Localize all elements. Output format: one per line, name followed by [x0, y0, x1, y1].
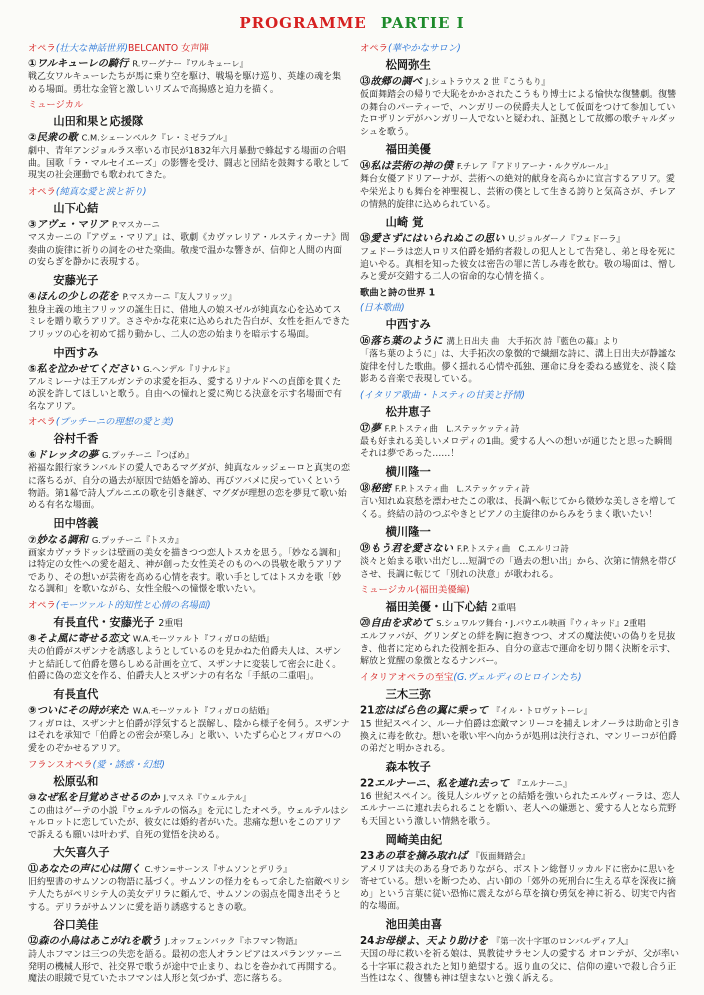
title-programme: PROGRAMME	[239, 14, 367, 32]
song-number: ⑧	[28, 632, 37, 645]
song-composer: W.A.モーツァルト『フィガロの結婚』	[132, 634, 274, 645]
song-number: ⑨	[28, 704, 37, 717]
performer-name	[386, 686, 682, 704]
song-composer: F.チレア『アドリアーナ・ルクヴルール』	[456, 162, 613, 173]
song-composer: F.P.トスティ曲 C.エルリコ詩	[456, 544, 569, 555]
song-number: ⑳	[360, 617, 371, 630]
performer: 三木三弥	[385, 687, 431, 701]
section-heading	[28, 99, 350, 112]
song-composer: F.P.トスティ曲 L.ステッケッティ詩	[384, 424, 520, 435]
song-composer: J.シュトラウス 2 世『こうもり』	[425, 77, 550, 88]
song-entry	[360, 849, 682, 864]
performer: 福田美優	[385, 142, 431, 157]
song-title: 民衆の歌	[36, 132, 78, 144]
song-composer: W.A.モーツァルト『フィガロの結婚』	[132, 706, 274, 717]
song-composer: 溝上日出夫 曲 大手拓次 詩『藍色の蟇』より	[446, 336, 620, 347]
song-entry	[28, 704, 350, 719]
song-description: 天国の母に救いを祈る娘は、異教徒サラセン人の愛する オロンテが、父が率いる十字軍に殺されたと知り絶望する。返り血の父に、信仰の違いで殺し合う正当性はなく、復讐も神は望まないと強く訴える。	[360, 948, 680, 985]
song-composer: P.マスカーニ	[111, 220, 160, 231]
section-theme: (純真な愛と涙と祈り)	[55, 186, 147, 198]
song-composer: R.ワーグナー『ワルキューレ』	[132, 59, 248, 70]
performer: 山崎 覚	[385, 215, 424, 229]
song-number: ②	[28, 132, 37, 144]
song-entry	[360, 542, 682, 557]
song-entry	[360, 232, 682, 247]
performer-name	[386, 57, 682, 75]
section-genre: 歌曲と詩の世界 1	[360, 287, 436, 299]
song-description: アルミレーナは王アルガンテの求愛を拒み、愛するリナルドへの貞節を貫くため涙を許してほしいと歌う。自由への憧れと愛に殉じる決意を示す名場面で有名なアリア。	[28, 376, 342, 412]
song-number: ⑭	[360, 160, 371, 173]
section-heading	[28, 416, 350, 429]
section-theme: (華やかなサロン)	[388, 42, 461, 54]
performer-name	[386, 599, 682, 617]
song-number: ⑯	[360, 334, 371, 347]
song-composer: 『イル・トロヴァトーレ』	[491, 706, 592, 717]
song-entry	[28, 935, 350, 950]
song-number: ⑤	[28, 362, 37, 375]
song-entry	[28, 362, 350, 377]
section-theme: (日本歌曲)	[360, 302, 405, 314]
song-composer: G.ヘンデル『リナルド』	[143, 364, 235, 375]
section-heading	[360, 42, 682, 55]
section-heading	[360, 287, 682, 300]
song-description: 15 世紀スペイン、ルーナ伯爵は恋敵マンリーコを捕えレオノーラは助命と引き換えに毒を飲む。想いを歌い牢へ向かうが処刑は決行され、マンリーコが伯爵の弟だと明かされる。	[360, 718, 681, 755]
section-theme: (壮大な神話世界)	[55, 42, 129, 54]
performer: 中西すみ	[385, 317, 431, 332]
song-entry	[28, 533, 350, 548]
section-theme: (モーツァルト的知性と心情の名場面)	[55, 600, 211, 612]
song-composer: C.サン=サーンス『サムソンとデリラ』	[144, 865, 292, 876]
performer: 岡崎美由紀	[385, 832, 443, 847]
song-entry	[360, 74, 682, 89]
song-title: なぜ私を目覚めさせるのか	[36, 791, 160, 804]
song-number: 23	[360, 849, 375, 862]
performer: 大矢喜久子	[53, 845, 110, 860]
song-title: 愛さずにはいられぬこの思い	[370, 232, 505, 245]
performer: 山田和果と応援隊	[53, 114, 144, 129]
song-entry	[28, 632, 350, 647]
song-description: 旧約聖書のサムソンの物語に基づく。サムソンの怪力をもって余した宿敵ペリシテ人たちがペリシテ人の美女デリラに頼んで、サムソンの弱点を聞き出そうとする。デリラがサムソンに愛を語り誘惑するときの歌。	[28, 877, 350, 913]
song-number: 24	[360, 934, 375, 947]
song-number: ④	[28, 290, 37, 303]
song-number: 22	[360, 777, 375, 790]
song-entry	[28, 862, 350, 877]
song-title: そよ風に寄せる恋文	[36, 632, 129, 645]
performer-name	[53, 431, 350, 449]
song-title: 私を泣かせてください	[36, 362, 140, 375]
performer-name	[53, 917, 350, 935]
performer-name	[386, 524, 682, 542]
song-title: 落ち葉のように	[370, 334, 443, 347]
song-entry	[360, 617, 682, 632]
performer: 田中啓義	[53, 516, 99, 530]
performer: 有長直代	[53, 687, 99, 701]
song-composer: 『エルナーニ』	[512, 779, 572, 790]
section-genre: オペラ	[28, 417, 56, 428]
song-composer: U.ジョルダーノ『フェドーラ』	[508, 234, 625, 245]
song-description: フェドーラは恋人ロリス伯爵を婚約者殺しの犯人として告発し、弟と母を死に追いやる。真相を知った彼女は密告の罪に苦しみ毒を飲む。敬の場面は、憎しみと愛が交錯する二人の宿命的な心情を描く。	[360, 246, 677, 283]
duet-badge: 2重唱	[158, 618, 183, 629]
song-title: 私は芸術の神の僕	[370, 160, 453, 173]
title-partie: PARTIE I	[380, 14, 465, 32]
song-number: ⑦	[28, 533, 37, 546]
song-composer: F.P.トスティ曲 L.ステッケッティ詩	[394, 484, 530, 495]
performer-name	[386, 831, 682, 849]
song-description: 夫の伯爵がスザンナを誘惑しようとしているのを見かねた伯爵夫人は、スザンナと結託して伯爵を懲らしめる計画を立て、スザンナに変装して密会に赴く。伯爵に偽の恋文を作る、伯爵夫人とスザンナの有名な「手紙の二重唱」。	[28, 646, 342, 682]
section-genre: フランスオペラ	[28, 759, 93, 770]
performer-name	[53, 272, 350, 290]
section-genre: オペラ	[28, 42, 56, 54]
section-heading	[360, 389, 682, 402]
song-number: ⑲	[360, 542, 371, 555]
song-number: ⑬	[360, 75, 371, 88]
song-number: ⑮	[360, 232, 371, 245]
song-description: フィガロは、スザンナと伯爵が浮気すると誤解し、陰から様子を伺う。スザンナはそれを承知で「伯爵との密会が楽しみ」と歌い、いたずら心とフィガロへの愛をのぞかせるアリア。	[28, 718, 350, 754]
song-title: 故郷の調べ	[370, 75, 422, 88]
performer: 池田美由喜	[385, 917, 443, 931]
performer-name	[386, 464, 682, 482]
song-title: あなたの声に心は開く	[38, 863, 141, 876]
section-heading	[28, 42, 350, 55]
song-entry	[360, 934, 682, 949]
song-composer: 『仮面舞踏会』	[471, 851, 530, 862]
song-entry	[360, 159, 682, 174]
song-description: 詩人ホフマンは三つの失恋を語る。最初の恋人オランピアはスパランツァーニ発明の機械人形で、社交界で歌うが途中で止まり、ねじを巻かれて再開する。魔法の眼鏡で見ていたホフマンは人形と気づかず、恋に落ちる。	[28, 949, 342, 985]
song-description: 画家カヴァラドッシは壁画の美女を描きつつ恋人トスカを思う。「妙なる調和」は特定の女性への愛を超え、神が創った女性美そのものへの畏敬を歌うアリアであり、その想いが芸術を高める心情を表す。歌い手としてはトスカを歌「妙なる調和」を歌いながら、女性全般への憧憬を歌いたい。	[28, 547, 346, 596]
song-title: ほんの少しの花を	[36, 290, 119, 303]
song-number: ⑱	[360, 482, 371, 495]
performer-name	[53, 344, 350, 362]
song-description: マスカーニの『アヴェ・マリア』は、歌劇《カヴァレリア・ルスティカーナ》間奏曲の旋律に祈りの詞をのせた楽曲。敬虔で温かな響きが、信仰と人間の内面の安らぎを静かに表現する。	[28, 232, 350, 268]
performer-name	[386, 316, 682, 334]
song-description: 「落ち葉のように」は、大手拓次の象徴的で繊細な詩に、溝上日出夫が静謐な旋律を付した歌曲。儚く揺れる心情や孤独、運命に身を委ねる感覚を、淡く陰影ある音楽で表現している。	[360, 348, 677, 385]
song-composer: J.マスネ『ウェルテル』	[163, 793, 251, 804]
song-number: 21	[360, 704, 375, 717]
performer-name	[386, 214, 682, 232]
song-description: 言い知れぬ哀愁を漂わせたこの歌は、長調へ転じてから微妙な美しさを増してくる。終結の詩のつぶやきとピアノの主旋律のからみをうまく歌いたい！	[360, 496, 677, 520]
song-entry	[360, 334, 682, 349]
song-number: ③	[28, 218, 37, 231]
performer: 松岡弥生	[385, 57, 431, 72]
duet-badge: 2重唱	[491, 602, 516, 614]
performer-name	[53, 773, 350, 791]
performer: 横川隆一	[385, 464, 431, 479]
song-composer: 『第一次十字軍のロンバルディア人』	[491, 936, 633, 947]
song-entry	[28, 57, 350, 72]
song-title: ついにその時が来た	[36, 704, 129, 717]
section-theme: (愛・誘惑・幻想)	[92, 759, 165, 770]
section-theme: (G.ヴェルディのヒロインたち)	[453, 672, 582, 684]
song-number: ⑰	[360, 422, 371, 435]
left-column	[28, 42, 350, 989]
section-genre: オペラ	[28, 600, 56, 612]
section-genre: オペラ	[28, 186, 56, 198]
song-description: 仮面舞踏会の帰りで大恥をかかされたこうもり博士による愉快な復讐劇。復讐の舞台のパーティーで、ハンガリーの侯爵夫人として仮面をつけて参加していたロザリンデがハンガリー人でないと疑われ、証拠として故郷の歌チャルダッシュを歌う。	[360, 89, 677, 138]
section-heading	[28, 185, 350, 198]
song-number: ⑥	[28, 449, 37, 462]
song-title: もう君を愛さない	[370, 542, 453, 555]
performer: 横川隆一	[385, 524, 431, 539]
section-performers: BELCANTO 女声陣	[128, 42, 209, 54]
section-theme: (イタリア歌曲・トスティの甘美と抒情)	[360, 389, 526, 401]
song-title: ワルキューレの騎行	[36, 57, 129, 70]
performer-name	[53, 845, 350, 863]
performer: 谷村千香	[53, 431, 99, 446]
song-entry	[28, 290, 350, 305]
song-composer: G.プッチーニ『つばめ』	[101, 451, 194, 462]
song-description: エルファバが、グリンダとの絆を胸に抱きつつ、オズの魔法使いの偽りを見抜き、他者に定められた役割を拒み、自分の意志で運命を切り開く決断を示す、解放と覚醒の象徴となるナンバー。	[360, 631, 676, 667]
performer: 松井恵子	[385, 404, 431, 419]
song-entry	[28, 131, 350, 146]
song-title: 自由を求めて	[370, 617, 433, 630]
song-title: あの草を摘み取れば	[374, 849, 468, 862]
section-theme: (プッチーニの理想の愛と美)	[55, 417, 174, 428]
song-description: 淡々と始まる歌い出だし…短調での「過去の想い出」から、次第に情熱を帯びさせ、長調に転じて「別れの決意」が歌われる。	[360, 556, 677, 580]
performer: 松原弘和	[53, 773, 99, 788]
performer-name	[386, 759, 682, 777]
song-number: ⑪	[28, 863, 39, 876]
song-entry	[360, 421, 682, 436]
song-description: この曲はゲーテの小説『ウェルテルの悩み』を元にしたオペラ。ウェルテルはシャルロットに恋していたが、彼女には婚約者がいた。悲痛な想いをこのアリアで訴えるも願いは叶わず、自死の覚悟を決める。	[28, 805, 349, 841]
song-composer: C.M.シェーンベルク『レ・ミゼラブル』	[81, 133, 232, 144]
section-genre: イタリアオペラの至宝	[360, 672, 454, 684]
performer-name	[53, 614, 350, 632]
song-number: ⑫	[28, 935, 39, 948]
song-composer: G.プッチーニ『トスカ』	[91, 535, 184, 546]
song-description: 最も好まれる美しいメロディの1曲。愛する人への想いが通じたと思った瞬間 それは夢であった……！	[360, 436, 682, 460]
performer-name	[53, 515, 350, 533]
section-genre: ミュージカル	[28, 99, 84, 111]
performer-name	[386, 916, 682, 934]
performer: 山下心結	[53, 201, 99, 215]
section-heading	[28, 758, 350, 771]
section-performers: (福田美優編)	[415, 585, 470, 596]
song-description: アメリアは夫のある身でありながら、ボストン総督リッカルドに密かに思いを寄せている。想いを断つため、占い師の「郊外の死刑台に生える草を深夜に摘め」という言葉に従い恐怖に震えながら草を摘む勇気を神に祈る、切実で内省的な場面。	[360, 863, 677, 912]
song-title: お母様よ、天より助けを	[374, 934, 488, 947]
song-entry	[360, 481, 682, 496]
section-heading	[360, 584, 682, 597]
song-description: 独身主義の地主フリッツの誕生日に、借地人の娘スゼルが純真な心を込めてスミレを贈り歌うアリア。ささやかな花束に込められた告白が、女性を拒んできたフリッツの心を初めて揺り動かし、二人の恋の始まりを暗示する場面。	[28, 304, 350, 340]
performer-name	[53, 200, 350, 218]
song-entry	[360, 776, 682, 791]
song-entry	[360, 704, 682, 719]
song-description: 裕福な銀行家ランバルドの愛人であるマグダが、純真なルッジェーロと真実の恋に落ちるが、自分の過去が原因で結婚を諦め、再びツバメに戻っていくという物語。第1幕で詩人プルニエの歌を引き継ぎ、マグダが理想の恋を夢見て歌い始める有名な場面。	[28, 463, 350, 511]
song-title: 恋はばら色の翼に乗って	[374, 704, 488, 717]
performer: 森本牧子	[385, 759, 431, 774]
performer: 福田美優・山下心結	[385, 599, 488, 614]
performer: 谷口美佳	[53, 917, 99, 932]
song-entry	[28, 790, 350, 805]
song-title: アヴェ・マリア	[36, 218, 109, 231]
performer-name	[53, 113, 350, 131]
song-title: 妙なる調和	[36, 533, 88, 546]
song-description: 劇中、青年アンジョルラス率いる市民が1832年六月暴動で蜂起する場面の合唱曲。国歌「ラ・マルセイエーズ」の影響を受け、闘志と団結を鼓舞する歌として現実の社会運動でも歌われてきた。	[28, 145, 350, 181]
section-genre: オペラ	[360, 42, 389, 54]
song-number: ①	[28, 57, 37, 70]
song-composer: S.シュワルツ舞台・J.バウエル映画『ウィキッド』2重唱	[436, 619, 646, 630]
performer: 中西すみ	[53, 345, 99, 359]
song-entry	[28, 218, 350, 233]
right-column	[360, 42, 682, 989]
section-genre: ミュージカル	[360, 585, 416, 596]
song-composer: P.マスカーニ『友人フリッツ』	[122, 292, 237, 303]
performer: 有長直代・安藤光子	[53, 615, 155, 629]
song-description: 16 世紀スペイン。後見人シルヴァとの結婚を強いられたエルヴィーラは、恋人エルナーニに連れ去られることを願い、老人への嫌悪と、愛する人となら荒野も天国という激しい情熱を歌う。	[360, 791, 680, 827]
song-title: ドレッタの夢	[36, 449, 99, 462]
song-title: 森の小鳥はあこがれを歌う	[38, 935, 162, 948]
song-composer: J.オッフェンバック『ホフマン物語』	[165, 937, 302, 948]
song-title: エルナーニ、私を連れ去って	[374, 777, 509, 790]
song-number: ⑩	[28, 791, 37, 804]
section-heading	[28, 600, 350, 613]
performer-name	[386, 142, 682, 160]
performer-name	[386, 404, 682, 422]
page-title	[0, 14, 704, 32]
song-title: 夢	[370, 422, 381, 435]
section-heading	[360, 671, 682, 684]
performer: 安藤光子	[53, 273, 99, 287]
song-title: 秘密	[370, 482, 391, 495]
song-description: 戦乙女ワルキューレたちが馬に乗り空を駆け、戦場を駆け巡り、英雄の魂を集める場面。勇壮な金管と激しいリズムで高揚感と迫力を描く。	[28, 71, 342, 95]
performer-name	[53, 686, 350, 704]
song-entry	[28, 448, 350, 463]
song-description: 舞台女優アドリアーナが、芸術への絶対的献身を高らかに宣言するアリア。愛や栄光よりも舞台を神聖視し、芸術の僕として生きる誇りと気高さが、チレアの情熱的旋律に込められている。	[360, 174, 677, 210]
section-heading	[360, 302, 682, 315]
